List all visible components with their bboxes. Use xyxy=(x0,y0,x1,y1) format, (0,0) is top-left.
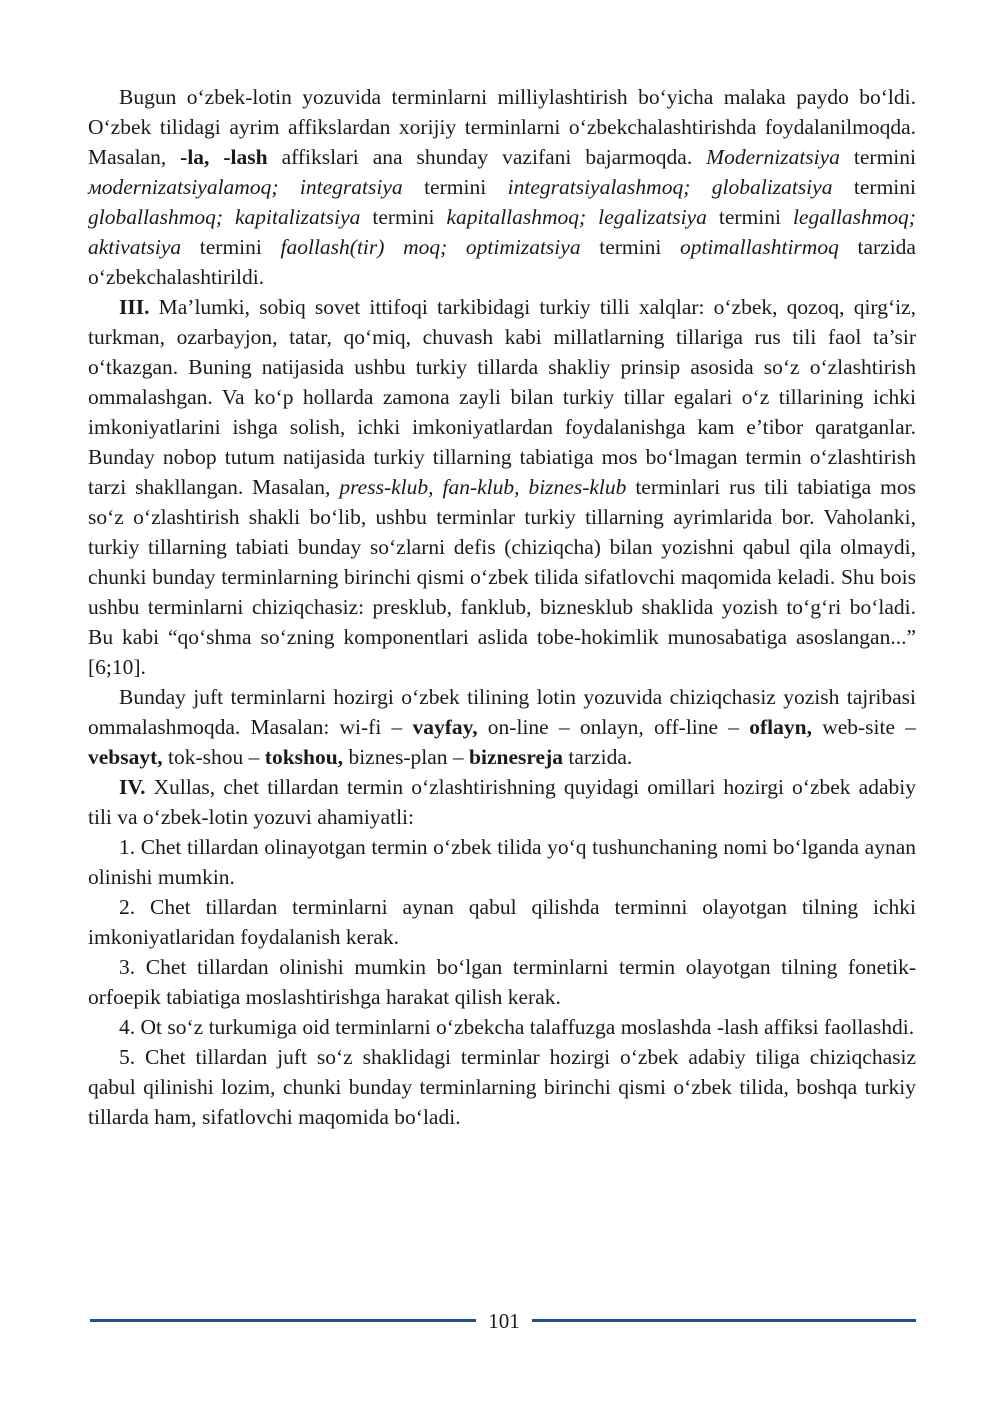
list-item-4: 4. Ot so‘z turkumiga oid terminlarni o‘zbekcha talaffuzga moslashda -lash affiksi faollashdi. xyxy=(119,1015,915,1039)
text-run: affikslari ana shunday vazifani bajarmoqda. xyxy=(267,145,707,169)
italic-term: faollash(tir) moq; optimizatsiya xyxy=(280,235,581,259)
text-run: tok-shou – xyxy=(162,745,265,769)
text-run: termini xyxy=(181,235,281,259)
page-body xyxy=(88,82,916,1132)
bold-term: tokshou, xyxy=(264,745,344,769)
text-run: Bunday juft terminlarni hozirgi o‘zbek tilining lotin yozuvida chiziqchasiz yozish tajribasi ommalashmoqda. Masalan: wi-fi – xyxy=(88,685,916,739)
italic-term: press-klub, fan-klub, biznes-klub xyxy=(339,475,627,499)
text-run: termini xyxy=(839,145,916,169)
bold-term: vayfay, xyxy=(412,715,478,739)
bold-term: oflayn, xyxy=(749,715,812,739)
text-run: terminlari rus tili tabiatiga mos so‘z o‘zlashtirish shakli bo‘lib, ushbu terminlar turkiy tillarning ayrimlarida bor. Vaholanki, turkiy tillarning tabiati bunday so‘zlarni defis (chiziqcha) bilan yozishni qabul qila olmaydi, chunki bunday terminlarning birinchi qismi o‘zbek tilida sifatlovchi maqomida keladi. Shu bois ushbu terminlarni chiziqchasiz: presklub, fanklub, biznesklub shaklida yozish to‘g‘ri bo‘ladi. Bu kabi “qo‘shma so‘zning komponentlari aslida tobe-hokimlik munosabatiga asoslangan...” [6;10]. xyxy=(88,475,916,679)
text-run: biznes-plan – xyxy=(343,745,470,769)
text-run: web-site – xyxy=(811,715,916,739)
italic-term: legallashmoq; aktivatsiya xyxy=(88,205,916,259)
italic-term: integratsiyalashmoq; globalizatsiya xyxy=(507,175,833,199)
text-run: Bugun o‘zbek-lotin yozuvida terminlarni milliylashtirish bo‘yicha malaka paydo bo‘ldi. O‘zbek tilidagi ayrim affikslardan xorijiy terminlarni o‘zbekchalashtirishda foydalanilmoqda. Masalan, xyxy=(88,85,916,169)
list-item-1: 1. Chet tillardan olinayotgan termin o‘zbek tilida yo‘q tushunchaning nomi bo‘lganda aynan olinishi mumkin. xyxy=(88,835,916,889)
bold-term: vebsayt, xyxy=(88,745,163,769)
italic-term: globallashmoq; kapitalizatsiya xyxy=(88,205,361,229)
paragraph-section-iii xyxy=(88,292,916,682)
text-run: termini xyxy=(580,235,680,259)
paragraph-section-iv xyxy=(88,772,916,832)
text-run: termini xyxy=(360,205,447,229)
italic-term: optimallashtirmoq xyxy=(679,235,839,259)
text-run: Ma’lumki, sobiq sovet ittifoqi tarkibidagi turkiy tilli xalqlar: o‘zbek, qozoq, qirg‘iz, turkman, ozarbayjon, tatar, qo‘miq, chuvash kabi millatlarning tillariga rus tili faol ta’sir o‘tkazgan. Buning natijasida ushbu turkiy tillarda shakliy prinsip asosida so‘z o‘zlashtirish ommalashgan. Va ko‘p hollarda zamona zayli bilan turkiy tillar egalari o‘z tillarining ichki imkoniyatlarini ishga solish, ichki imkoniyatlardan foydalanishga kam e’tibor qaratganlar. Bunday nobop tutum natijasida turkiy tillarning tabiatiga mos bo‘lmagan termin o‘zlashtirish tarzi shakllangan. Masalan, xyxy=(88,295,916,499)
list-item-3: 3. Chet tillardan olinishi mumkin bo‘lgan terminlarni termin olayotgan tilning fonetik-orfoepik tabiatiga moslashtirishga harakat qilish kerak. xyxy=(88,955,916,1009)
text-run: termini xyxy=(706,205,793,229)
footer-rule-left xyxy=(90,1319,476,1322)
italic-term: Modernizatsiya xyxy=(706,145,840,169)
text-run: on-line – onlayn, off-line – xyxy=(477,715,750,739)
paragraph-modernization xyxy=(88,82,916,292)
list-item-2: 2. Chet tillardan terminlarni aynan qabul qilishda terminni olayotgan tilning ichki imkoniyatlaridan foydalanish kerak. xyxy=(88,895,916,949)
text-run: tarzida. xyxy=(563,745,633,769)
text-run: termini xyxy=(402,175,508,199)
italic-term: kapitallashmoq; legalizatsiya xyxy=(446,205,707,229)
bold-term: -la, -lash xyxy=(180,145,268,169)
italic-term: мodernizatsiyalamoq; integratsiya xyxy=(88,175,403,199)
page-footer xyxy=(88,1306,916,1336)
footer-rule-right xyxy=(532,1319,916,1322)
page-number: 101 xyxy=(488,1309,520,1333)
section-numeral: IV. xyxy=(119,775,146,799)
text-run: termini xyxy=(832,175,916,199)
section-numeral: III. xyxy=(119,295,150,319)
paragraph-compound-terms xyxy=(88,682,916,772)
list-item-5: 5. Chet tillardan juft so‘z shaklidagi terminlar hozirgi o‘zbek adabiy tiliga chiziqchasiz qabul qilinishi lozim, chunki bunday terminlarning birinchi qismi o‘zbek tilida, boshqa turkiy tillarda ham, sifatlovchi maqomida bo‘ladi. xyxy=(88,1045,916,1129)
text-run: Xullas, chet tillardan termin o‘zlashtirishning quyidagi omillari hozirgi o‘zbek adabiy tili va o‘zbek-lotin yozuvi ahamiyatli: xyxy=(88,775,916,829)
bold-term: biznesreja xyxy=(469,745,563,769)
text-run: tarzida o‘zbekchalashtirildi. xyxy=(88,235,916,289)
